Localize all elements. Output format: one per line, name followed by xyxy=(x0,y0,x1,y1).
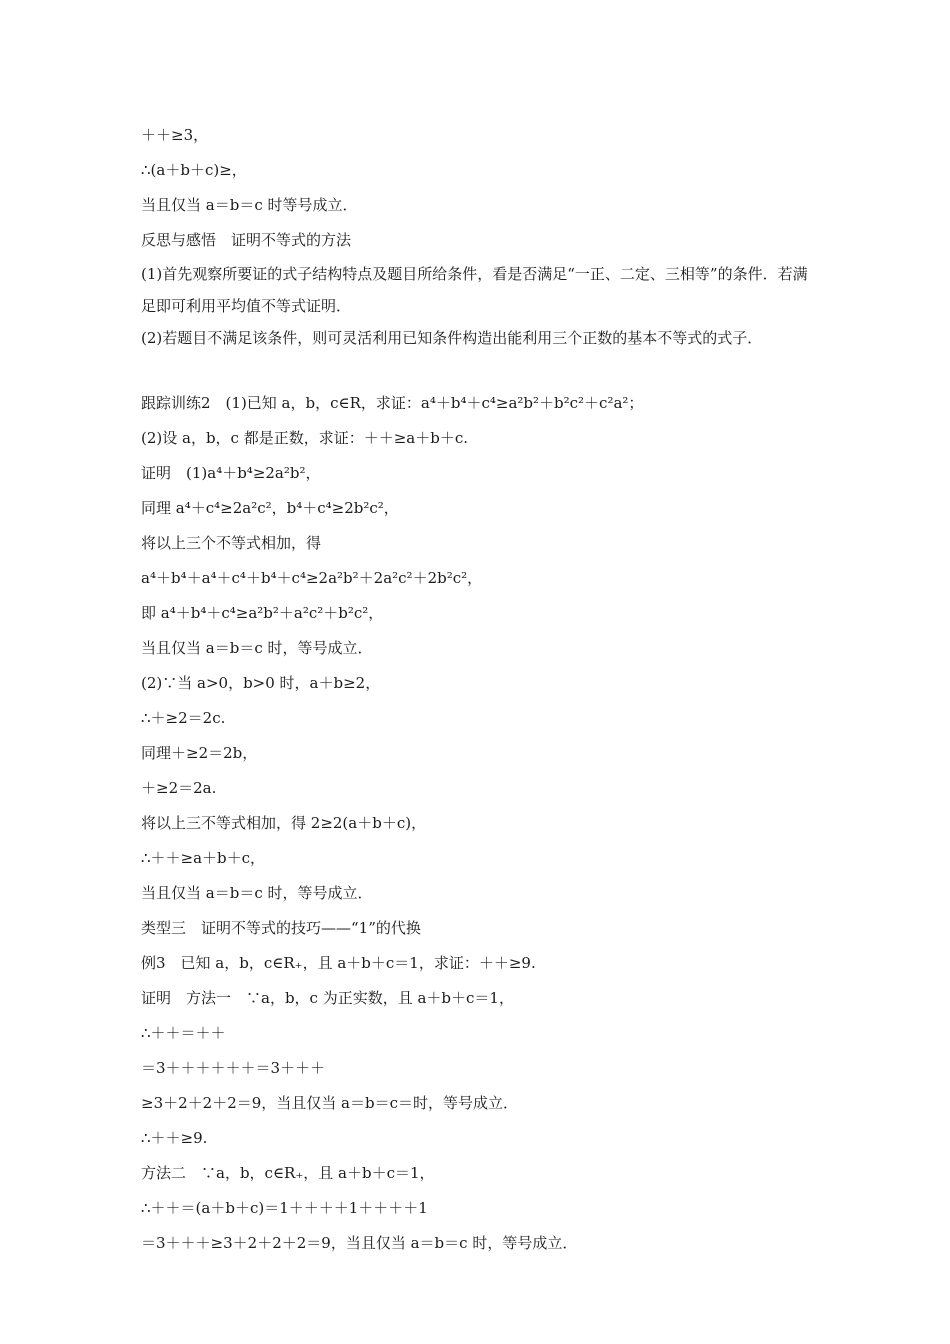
text-line: ∴＋＋≥a＋b＋c， xyxy=(141,849,266,867)
text-line: ＝3＋＋＋＋＋＋＝3＋＋＋ xyxy=(141,1059,326,1077)
text-line: ＋＋≥3， xyxy=(141,126,209,144)
text-line: ≥3＋2＋2＋2＝9，当且仅当 a＝b＝c＝时，等号成立． xyxy=(141,1094,519,1112)
text-line: 当且仅当 a＝b＝c 时等号成立． xyxy=(141,196,358,214)
text-line: ＋≥2＝2a. xyxy=(141,779,217,797)
text-line: 同理 a⁴＋c⁴≥2a²c²，b⁴＋c⁴≥2b²c²， xyxy=(141,499,399,517)
text-line: 当且仅当 a＝b＝c 时，等号成立． xyxy=(141,639,373,657)
text-line: 即 a⁴＋b⁴＋c⁴≥a²b²＋a²c²＋b²c²， xyxy=(141,604,384,622)
text-line: 同理＋≥2＝2b， xyxy=(141,744,258,762)
document-page xyxy=(141,118,821,1261)
text-line: a⁴＋b⁴＋a⁴＋c⁴＋b⁴＋c⁴≥2a²b²＋2a²c²＋2b²c²， xyxy=(141,569,483,587)
section-heading: 类型三 证明不等式的技巧——“1”的代换 xyxy=(141,919,421,937)
text-line: 方法二 ∵a，b，c∈R₊，且 a＋b＋c＝1， xyxy=(141,1164,435,1182)
text-line: ∴＋＋＝＋＋ xyxy=(141,1024,226,1042)
text-line: ∴(a＋b＋c)≥， xyxy=(141,161,247,179)
text-line: ∴＋＋≥9. xyxy=(141,1129,208,1147)
example-heading: 例3 已知 a，b，c∈R₊，且 a＋b＋c＝1，求证：＋＋≥9. xyxy=(141,954,536,972)
exercise-heading: 跟踪训练2 (1)已知 a，b，c∈R，求证：a⁴＋b⁴＋c⁴≥a²b²＋b²c²＋c²a²； xyxy=(141,394,644,412)
text-line: 证明 方法一 ∵a，b，c 为正实数，且 a＋b＋c＝1， xyxy=(141,989,514,1007)
text-line: 当且仅当 a＝b＝c 时，等号成立． xyxy=(141,884,373,902)
text-line: 将以上三不等式相加，得 2≥2(a＋b＋c)， xyxy=(141,814,427,832)
text-paragraph: (1)首先观察所要证的式子结构特点及题目所给条件，看是否满足“一正、二定、三相等”的条件．若满足即可利用平均值不等式证明． xyxy=(141,265,808,315)
text-line: 将以上三个不等式相加，得 xyxy=(141,534,322,552)
text-line: ∴＋≥2＝2c. xyxy=(141,709,226,727)
section-heading: 反思与感悟 证明不等式的方法 xyxy=(141,231,352,249)
text-line: (2)设 a，b，c 都是正数，求证：＋＋≥a＋b＋c. xyxy=(141,429,469,447)
paragraph-gap xyxy=(141,354,821,386)
text-paragraph: (2)若题目不满足该条件，则可灵活利用已知条件构造出能利用三个正数的基本不等式的式子． xyxy=(141,329,763,347)
text-line: (2)∵当 a>0，b>0 时，a＋b≥2， xyxy=(141,674,381,692)
text-line: 证明 (1)a⁴＋b⁴≥2a²b²， xyxy=(141,464,321,482)
text-line: ∴＋＋＝(a＋b＋c)＝1＋＋＋＋1＋＋＋＋1 xyxy=(141,1199,428,1217)
text-line: ＝3＋＋＋≥3＋2＋2＋2＝9，当且仅当 a＝b＝c 时，等号成立． xyxy=(141,1234,578,1252)
